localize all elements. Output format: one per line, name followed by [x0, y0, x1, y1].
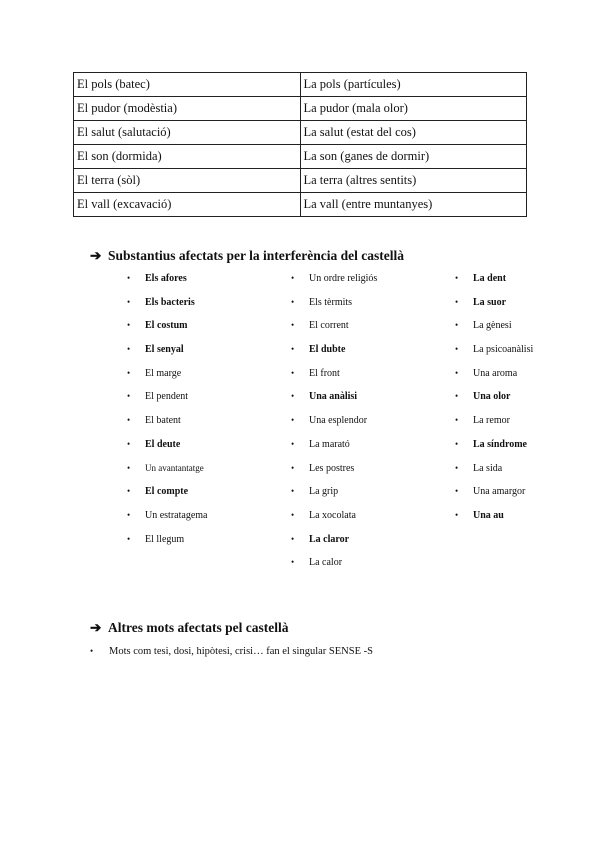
list-item	[291, 390, 381, 403]
word-label: El batent	[145, 415, 181, 427]
word-label: El deute	[145, 438, 181, 450]
masculine-cell: El vall (excavació)	[74, 193, 301, 217]
feminine-cell: La son (ganes de dormir)	[300, 145, 527, 169]
masculine-cell: El salut (salutació)	[74, 121, 301, 145]
gender-pairs-table	[73, 72, 527, 217]
list-item	[127, 462, 217, 475]
list-item	[455, 462, 540, 475]
list-item	[291, 296, 381, 309]
word-label: El llegum	[145, 533, 185, 545]
list-item	[291, 485, 381, 498]
list-item	[455, 272, 540, 285]
bullet-icon: •	[127, 391, 131, 402]
bullet-icon: •	[291, 462, 295, 473]
masculine-cell: El terra (sòl)	[74, 169, 301, 193]
bullet-icon: •	[127, 296, 131, 307]
word-column-3	[455, 272, 540, 533]
table-row	[74, 73, 527, 97]
bullet-icon: •	[291, 557, 295, 568]
note-item	[90, 646, 373, 657]
list-item	[291, 343, 381, 356]
masculine-cell: El pudor (modèstia)	[74, 97, 301, 121]
list-item	[127, 485, 217, 498]
bullet-icon: •	[291, 273, 295, 283]
word-label: La grip	[309, 486, 339, 498]
bullet-icon: •	[455, 391, 459, 402]
list-item	[455, 485, 540, 498]
bullet-icon: •	[455, 438, 459, 449]
word-label: El compte	[145, 486, 189, 498]
list-item	[455, 438, 540, 451]
bullet-icon: •	[291, 415, 295, 426]
list-item	[291, 414, 381, 427]
bullet-icon: •	[455, 296, 459, 307]
bullet-icon: •	[127, 273, 131, 283]
list-item	[291, 462, 381, 475]
bullet-icon: •	[455, 273, 459, 283]
masculine-cell: El pols (batec)	[74, 73, 301, 97]
word-label: Les postres	[309, 462, 355, 474]
word-label: La dent	[473, 273, 507, 284]
note-text: Mots com tesi, dosi, hipòtesi, crisi… fan el singular SENSE -S	[109, 646, 373, 657]
list-item	[455, 414, 540, 427]
bullet-icon: •	[127, 367, 131, 378]
list-item	[291, 509, 381, 522]
table-row	[74, 169, 527, 193]
word-label: Una olor	[473, 391, 511, 403]
list-item	[291, 272, 381, 285]
bullet-icon: •	[455, 344, 459, 355]
word-column-2	[291, 272, 381, 580]
list-item	[127, 438, 217, 451]
list-item	[455, 319, 540, 332]
word-label: El front	[309, 367, 340, 379]
list-item	[291, 556, 381, 569]
bullet-icon: •	[127, 320, 131, 331]
bullet-icon: •	[291, 486, 295, 497]
bullet-icon: •	[127, 509, 131, 520]
section-title: Altres mots afectats pel castellà	[108, 620, 289, 635]
bullet-icon: •	[291, 509, 295, 520]
bullet-icon: •	[455, 415, 459, 426]
word-label: La marató	[309, 438, 350, 450]
table-row	[74, 121, 527, 145]
section-title: Substantius afectats per la interferència del castellà	[108, 248, 404, 263]
list-item	[291, 319, 381, 332]
word-label: La gènesi	[473, 320, 512, 332]
list-item	[127, 533, 217, 546]
section-heading-altres	[90, 620, 288, 636]
list-item	[127, 343, 217, 356]
list-item	[455, 367, 540, 380]
word-label: Una anàlisi	[309, 391, 358, 403]
bullet-icon: •	[455, 320, 459, 331]
section-heading-substantius	[90, 248, 404, 264]
arrow-icon: ➔	[90, 248, 102, 263]
word-label: Un avantantatge	[145, 462, 204, 473]
table-row	[74, 97, 527, 121]
bullet-icon: •	[291, 533, 295, 544]
list-item	[291, 367, 381, 380]
word-label: La psicoanàlisi	[473, 344, 534, 356]
word-label: La xocolata	[309, 509, 356, 521]
word-label: Un estratagema	[145, 509, 208, 521]
word-label: La claror	[309, 533, 350, 545]
bullet-icon: •	[291, 367, 295, 378]
arrow-icon: ➔	[90, 620, 102, 635]
list-item	[127, 367, 217, 380]
word-label: Els bacteris	[145, 296, 195, 308]
bullet-icon: •	[291, 438, 295, 449]
bullet-icon: •	[291, 391, 295, 402]
word-label: El corrent	[309, 320, 349, 332]
table-row	[74, 193, 527, 217]
word-label: Els afores	[145, 273, 187, 284]
bullet-icon: •	[90, 646, 94, 656]
list-item	[127, 390, 217, 403]
list-item	[455, 343, 540, 356]
word-label: El senyal	[145, 344, 184, 356]
word-label: El costum	[145, 320, 188, 332]
word-label: La síndrome	[473, 438, 527, 450]
list-item	[455, 296, 540, 309]
list-item	[455, 509, 540, 522]
word-label: El dubte	[309, 344, 346, 356]
word-label: La suor	[473, 296, 507, 308]
word-label: Una esplendor	[309, 415, 368, 427]
list-item	[127, 414, 217, 427]
word-label: Una aroma	[473, 367, 518, 379]
feminine-cell: La salut (estat del cos)	[300, 121, 527, 145]
word-label: La remor	[473, 415, 510, 427]
bullet-icon: •	[291, 296, 295, 307]
bullet-icon: •	[455, 509, 459, 520]
feminine-cell: La pudor (mala olor)	[300, 97, 527, 121]
bullet-icon: •	[127, 533, 131, 544]
masculine-cell: El son (dormida)	[74, 145, 301, 169]
bullet-icon: •	[291, 344, 295, 355]
feminine-cell: La pols (partícules)	[300, 73, 527, 97]
bullet-icon: •	[127, 486, 131, 497]
bullet-icon: •	[127, 344, 131, 355]
bullet-icon: •	[455, 486, 459, 497]
word-label: El marge	[145, 367, 182, 379]
word-label: Un ordre religiós	[309, 273, 378, 284]
word-label: Una amargor	[473, 486, 526, 498]
bullet-icon: •	[127, 438, 131, 449]
list-item	[127, 319, 217, 332]
word-label: Una au	[473, 509, 504, 521]
bullet-icon: •	[455, 462, 459, 473]
feminine-cell: La terra (altres sentits)	[300, 169, 527, 193]
word-label: Els tèrmits	[309, 296, 353, 308]
bullet-icon: •	[127, 462, 131, 473]
word-column-1	[127, 272, 217, 556]
bullet-icon: •	[291, 320, 295, 331]
bullet-icon: •	[127, 415, 131, 426]
list-item	[127, 296, 217, 309]
word-label: La calor	[309, 557, 343, 569]
word-label: La sida	[473, 462, 503, 474]
list-item	[291, 438, 381, 451]
word-label: El pendent	[145, 391, 189, 403]
feminine-cell: La vall (entre muntanyes)	[300, 193, 527, 217]
list-item	[127, 509, 217, 522]
bullet-icon: •	[455, 367, 459, 378]
list-item	[127, 272, 217, 285]
table-row	[74, 145, 527, 169]
list-item	[455, 390, 540, 403]
list-item	[291, 533, 381, 546]
